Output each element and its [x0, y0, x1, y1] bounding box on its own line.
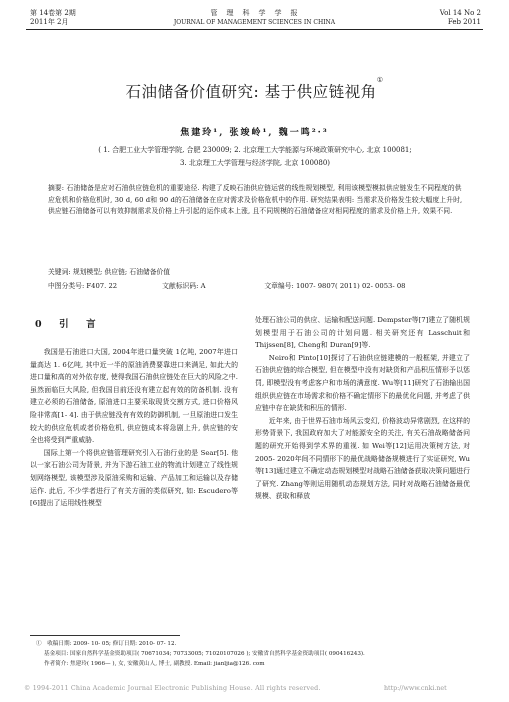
right-column: [255, 314, 470, 503]
footnote-received: ① 收稿日期: 2009- 10- 05; 修订日期: 2010- 07- 12.: [36, 641, 177, 647]
abstract: 摘要: 石油储备是应对石油供应链危机的重要途径. 构建了反映石油供应链运营的线性规划模型, 利用该模型模拟供应链发生不同程度的供应危机和价格危机时, 30 d, 60 d和 90 d的石油储备在应对需求及价格危机中的作用. 研究结果表明: 当需求及价格发生较大幅度上升时, 供应链石油储备可以有效抑制需求及价格上升引起的运作成本上涨, 且不同规模的石油储备应对相同程度的需求及价格上升, 效果不同.: [48, 184, 463, 216]
footnote-funding: 基金项目: 国家自然科学基金资助项目( 70671034; 70733005; 71020107026 ); 安徽省自然科学基金资助项目( 090416243).: [44, 651, 365, 657]
paper-title-text: 石油储备价值研究: 基于供应链视角: [125, 83, 377, 101]
journal-title-en: JOURNAL OF MANAGEMENT SCIENCES IN CHINA: [173, 19, 336, 26]
article-number: 文章编号: 1007- 9807( 2011) 02- 0053- 08: [264, 282, 406, 290]
left-paragraph-2: 国际上第一个将供应链管理研究引入石油行业的是 Sear[5]. 他以一家石油公司为背景, 并为下游石油工业的物流计划建立了线性规划网络模型, 该模型涉及原油采购和运输、产品加工和运输以及存储运作. 此后, 不少学者进行了有关方面的类似研究, 如: Escudero等[6]提出了运用线性模型: [30, 448, 238, 508]
affiliation-line-1: ( 1. 合肥工业大学管理学院, 合肥 230009; 2. 北京理工大学能源与环境政策研究中心, 北京 100081;: [98, 146, 412, 154]
header-rule: [26, 29, 483, 30]
date-right: Feb 2011: [447, 18, 481, 26]
volume-issue-left: 第 14卷第 2期: [30, 9, 76, 17]
classification-line: [48, 280, 468, 290]
right-paragraph-1: 处理石油公司的供应、运输和配送问题. Dempster等[7]建立了随机规划模型用于石油公司的计划问题. 相关研究还有 Lasschuit和 Thijssen[8], Cheng和 Duran[9]等.: [255, 316, 470, 350]
footnote-author-bio: 作者简介: 焦建玲( 1966— ), 女, 安徽黄山人, 博士, 副教授. Email: jianljia@126. com: [44, 661, 265, 667]
affiliation-line-2: 3. 北京理工大学管理与经济学院, 北京 100080): [179, 159, 331, 167]
left-paragraph-1: 我国是石油进口大国, 2004年进口量突破 1亿吨, 2007年进口量高达 1. 6亿吨, 其中近一半的原油消费要靠进口来满足, 如此大的进口量和高的对外依存度, 使得我国石油供应链处在巨大的风险之中. 虽然面临巨大风险, 但我国目前还没有建立起有效的防备机制. 没有建立必须的石油储备, 原油进口主要采取现货交割方式, 进口价格风险非常高[1- 4]. 由于供应链没有有效的防御机制, 一旦原油进口发生较大的供应危机或者价格危机, 供应链成本将急剧上升, 供应链的安全也将受到严重威胁.: [30, 348, 238, 445]
title-footnote-marker: ①: [376, 76, 384, 84]
paper-title: [0, 76, 509, 102]
keywords: 关键词: 规划模型; 供应链; 石油储备价值: [48, 268, 171, 276]
copyright-notice: © 1994-2011 China Academic Journal Electronic Publishing House. All rights reserved.: [24, 685, 321, 692]
section-heading: 0 引 言: [35, 319, 100, 330]
cnki-link[interactable]: http://www.cnki.net: [384, 685, 447, 692]
clc-number: 中图分类号: F407. 22: [48, 282, 118, 290]
footnote-rule: [30, 635, 180, 636]
right-paragraph-2: Neiro和 Pinto[10]探讨了石油供应链建模的一般框架, 并建立了石油供应链的综合模型, 但在模型中没有对缺货和产品积压情形予以惩罚, 即模型没有考虑客户和市场的满意度. Wu等[11]研究了石油输出国组织供应链在市场需求和价格不确定情形下的最优化问题, 并考虑了供应链中存在缺货和积压的情形.: [255, 353, 470, 413]
left-column: [30, 346, 238, 510]
document-code: 文献标识码: A: [162, 282, 206, 290]
right-paragraph-3: 近年来, 由于世界石油市场风云变幻, 价格波动异常剧烈, 在这样的形势背景下, 我国政府加大了对能源安全的关注, 有关石油战略储备问题的研究开始得到学术界的重视. 如 Wei等[12]运用决策树方法, 对 2005- 2020年间不同情形下的最优战略储备规模进行了实证研究, Wu等[13]通过建立不确定动态规划模型对战略石油储备获取决策问题进行了研究. Zhang等则运用随机动态规划方法, 同时对战略石油储备最优规模、获取和释放: [255, 416, 470, 501]
journal-title-cn: 管 理 科 学 学 报: [210, 9, 299, 17]
author-list: 焦建玲¹, 张竣岭¹, 魏一鸣²·³: [180, 128, 329, 138]
volume-issue-right: Vol 14 No 2: [439, 9, 481, 17]
date-left: 2011年 2月: [30, 18, 69, 26]
